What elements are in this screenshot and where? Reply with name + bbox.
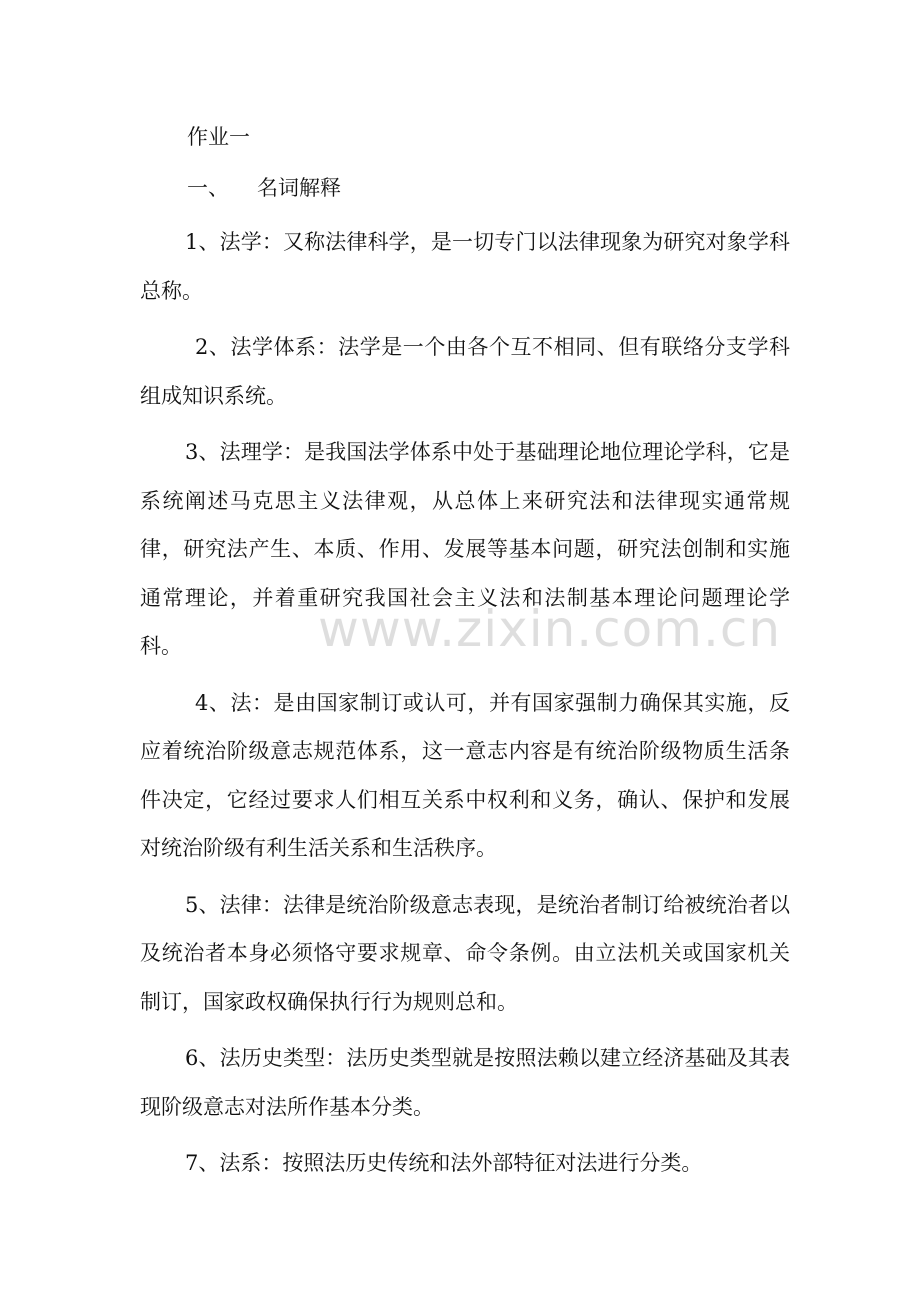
definition-paragraph: 7、法系：按照法历史传统和法外部特征对法进行分类。 (185, 1151, 703, 1175)
section-label: 名词解释 (257, 176, 341, 200)
definition-paragraph: 5、法律：法律是统治阶级意志表现，是统治者制订给被统治者以及统治者本身必须恪守要求规章、命令条例。由立法机关或国家机关制订，国家政权确保执行行为规则总和。 (140, 892, 790, 1014)
section-number: 一、 (187, 176, 229, 200)
definition-paragraph: 3、法理学：是我国法学体系中处于基础理论地位理论学科，它是系统阐述马克思主义法律观，从总体上来研究法和法律现实通常规律，研究法产生、本质、作用、发展等基本问题，研究法创制和实施通常理论，并着重研究我国社会主义法和法制基本理论问题理论学科。 (140, 440, 790, 658)
definition-paragraph: 2、法学体系：法学是一个由各个互不相同、但有联络分支学科组成知识系统。 (140, 335, 790, 408)
section-heading (187, 173, 341, 203)
definition-paragraph: 6、法历史类型：法历史类型就是按照法赖以建立经济基础及其表现阶级意志对法所作基本分类。 (140, 1046, 790, 1119)
definition-paragraph: 4、法：是由国家制订或认可，并有国家强制力确保其实施，反应着统治阶级意志规范体系，这一意志内容是有统治阶级物质生活条件决定，它经过要求人们相互关系中权利和义务，确认、保护和发展对统治阶级有利生活关系和生活秩序。 (140, 690, 790, 860)
watermark-text: www.zixin.com.cn (318, 600, 782, 658)
definition-paragraph: 1、法学：又称法律科学，是一切专门以法律现象为研究对象学科总称。 (140, 230, 790, 303)
assignment-title: 作业一 (187, 125, 250, 149)
definitions-list (140, 218, 790, 1196)
